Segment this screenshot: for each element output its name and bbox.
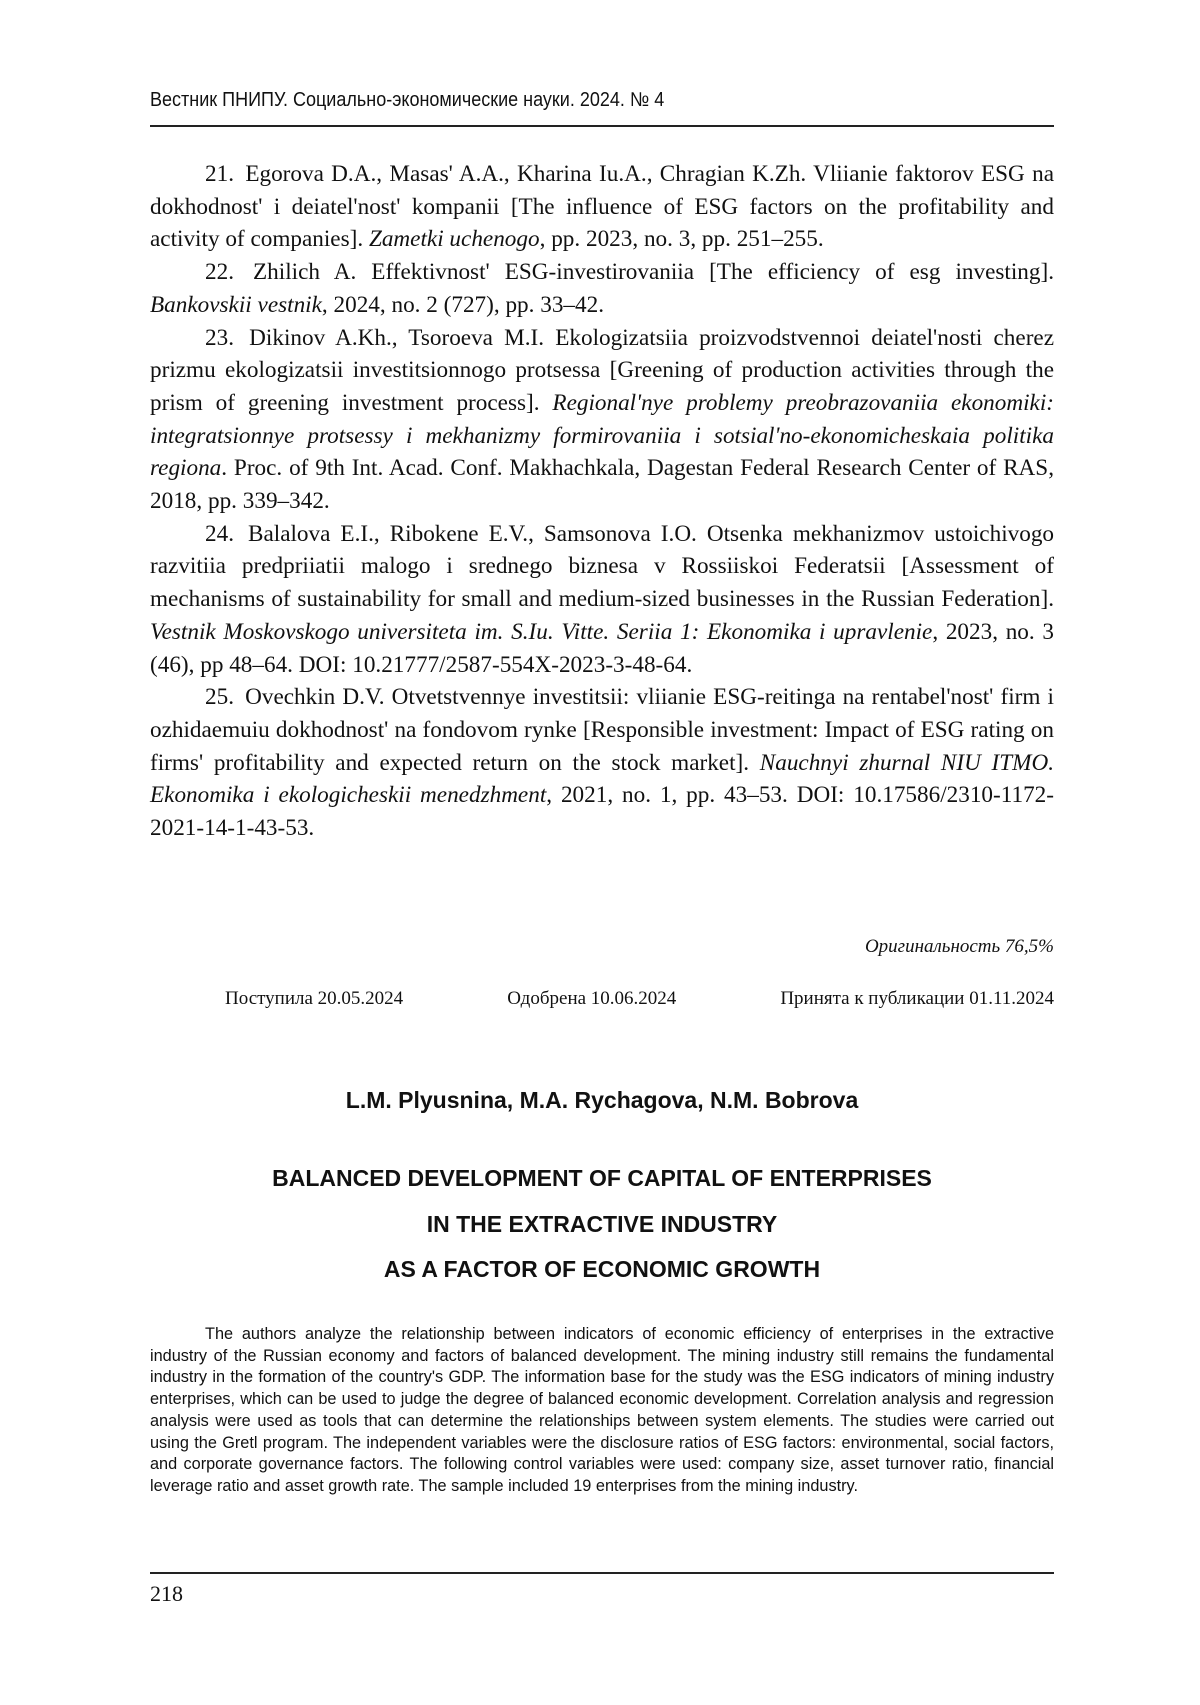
reference-number: 21.	[205, 161, 234, 187]
footer-divider	[150, 1572, 1054, 1574]
reference-journal: Vestnik Moskovskogo universiteta im. S.Iu. Vitte. Seriia 1: Ekonomika i upravlenie	[150, 618, 933, 645]
article-authors: L.M. Plyusnina, M.A. Rychagova, N.M. Bobrova	[345, 1087, 859, 1113]
reference-text: Balalova E.I., Ribokene E.V., Samsonova I.O. Otsenka mekhanizmov ustoichivogo razvitiia predpriiatii malogo i srednego biznesa v Rossiiskoi Federatsii [Assessment of mechanisms of sustainability for small and medium-sized businesses in the Russian Federation].	[150, 520, 1055, 613]
approved-date: Одобрена 10.06.2024	[507, 988, 677, 1009]
reference-tail: . Proc. of 9th Int. Acad. Conf. Makhachkala, Dagestan Federal Research Center of RAS, 2018, pp. 339–342.	[150, 455, 1054, 515]
running-header: Вестник ПНИПУ. Социально-экономические науки. 2024. № 4	[150, 89, 665, 111]
accepted-date: Принята к публикации 01.11.2024	[780, 988, 1054, 1009]
reference-text: Dikinov A.Kh., Tsoroeva M.I. Ekologizatsiia proizvodstvennoi deiatel'nosti cherez prizmu ekologizatsii investitsionnogo protsessa [Greening of production activities through the prism of greening investment process].	[150, 324, 1054, 416]
reference-tail: , 2023, no. 3 (46), pp 48–64. DOI: 10.21777/2587-554X-2023-3-48-64.	[150, 618, 1054, 678]
reference-journal: Bankovskii vestnik	[150, 291, 322, 318]
reference-item	[150, 256, 1054, 321]
reference-item	[150, 322, 1054, 518]
title-line: BALANCED DEVELOPMENT OF CAPITAL OF ENTERPRISES	[272, 1165, 932, 1191]
reference-tail: , 2021, no. 1, pp. 43–53. DOI: 10.17586/2310-1172-2021-14-1-43-53.	[150, 782, 1054, 842]
publication-dates	[225, 987, 1054, 1011]
reference-text: Zhilich A. Effektivnost' ESG-investirovaniia [The efficiency of esg investing].	[253, 259, 1054, 286]
reference-journal: Regional'nye problemy preobrazovaniia ekonomiki: integratsionnye protsessy i mekhanizmy formirovaniia i sotsial'no-ekonomicheskaia politika regiona	[150, 389, 1054, 482]
article-abstract: The authors analyze the relationship between indicators of economic efficiency of enterprises in the extractive industry of the Russian economy and factors of balanced development. The mining industry still remains the fundamental industry in the formation of the country's GDP. The information base for the study was the ESG indicators of mining industry enterprises, which can be used to judge the degree of balanced economic development. Correlation analysis and regression analysis were used as tools that can determine the relationships between system elements. The studies were carried out using the Gretl program. The independent variables were the disclosure ratios of ESG factors: environmental, social factors, and corporate governance factors. The following control variables were used: company size, asset turnover ratio, financial leverage ratio and asset growth rate. The sample included 19 enterprises from the mining industry.	[150, 1325, 1054, 1495]
reference-text: Egorova D.A., Masas' A.A., Kharina Iu.A., Chragian K.Zh. Vliianie faktorov ESG na dokhodnost' i deiatel'nost' kompanii [The influence of ESG factors on the profitability and activity of companies].	[150, 161, 1055, 253]
reference-number: 24.	[205, 520, 234, 547]
reference-list	[150, 158, 1054, 845]
header-divider	[150, 125, 1054, 127]
title-line: AS A FACTOR OF ECONOMIC GROWTH	[383, 1256, 821, 1282]
title-line: IN THE EXTRACTIVE INDUSTRY	[426, 1210, 778, 1237]
reference-item	[150, 681, 1054, 845]
reference-item	[150, 158, 1054, 256]
page-number: 218	[150, 1581, 183, 1606]
reference-number: 22.	[205, 259, 234, 286]
reference-journal: Nauchnyi zhurnal NIU ITMO. Ekonomika i ekologicheskii menedzhment	[150, 749, 1054, 809]
journal-page	[150, 0, 1054, 1705]
originality-score: Оригинальность 76,5%	[864, 936, 1054, 957]
reference-tail: , 2024, no. 2 (727), pp. 33–42.	[321, 291, 605, 318]
article-title	[150, 1156, 1054, 1293]
reference-journal: Zametki uchenogo	[368, 226, 540, 253]
reference-number: 23.	[205, 324, 234, 351]
reference-tail: , pp. 2023, no. 3, pp. 251–255.	[539, 226, 824, 253]
reference-text: Ovechkin D.V. Otvetstvennye investitsii: vliianie ESG-reitinga na rentabel'nost' firm i ozhidaemuiu dokhodnost' na fondovom rynke [Responsible investment: Impact of ESG rating on firms' profitability and expected return on the stock market].	[150, 684, 1054, 776]
reference-item	[150, 518, 1054, 682]
reference-number: 25.	[205, 684, 234, 711]
received-date: Поступила 20.05.2024	[225, 988, 404, 1009]
